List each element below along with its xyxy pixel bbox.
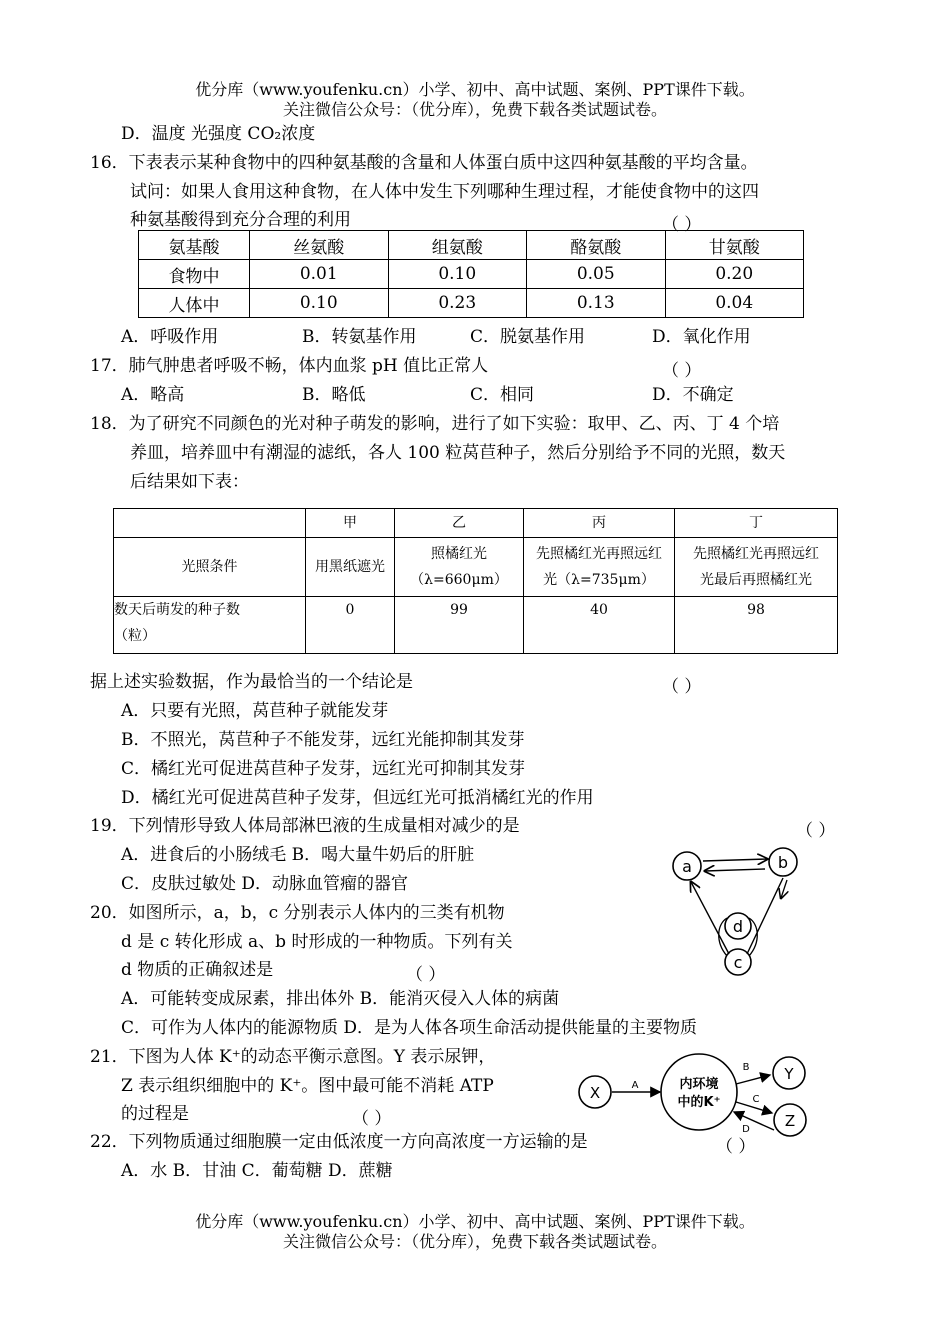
table-header-row (139, 231, 804, 260)
node-x-label: X (589, 1084, 601, 1102)
node-a-label: a (682, 857, 692, 876)
table-row (114, 538, 838, 597)
q20-line-1: 20．如图所示，a，b，c 分别表示人体内的三类有机物 (90, 903, 505, 923)
table-cell: 光照条件 (114, 538, 306, 597)
table-cell: 丝氨酸 (250, 231, 389, 260)
q18-answer-paren: （ ） (662, 677, 702, 697)
table-cell: 丁 (675, 509, 838, 538)
header-line-1: 优分库（www.youfenku.cn）小学、初中、高中试题、案例、PPT课件下载。 (195, 80, 755, 99)
table-cell: 人体中 (139, 289, 250, 318)
cell-text: （λ=660μm） (410, 572, 508, 588)
q15-option-d: D．温度 光强度 CO₂浓度 (121, 124, 316, 144)
q20-options-ab: A．可能转变成尿素，排出体外 B．能消灭侵入人体的病菌 (121, 989, 560, 1009)
q16-option-b: B．转氨基作用 (302, 327, 417, 347)
node-c-label: c (733, 953, 743, 972)
q22-stem: 22．下列物质通过细胞膜一定由低浓度一方向高浓度一方运输的是 (90, 1132, 588, 1152)
q19-stem: 19．下列情形导致人体局部淋巴液的生成量相对减少的是 (90, 816, 520, 836)
potassium-balance-diagram (574, 1050, 824, 1150)
table-cell: 0.13 (527, 289, 666, 318)
q16-option-a: A．呼吸作用 (121, 327, 219, 347)
table-cell: 0.10 (250, 289, 389, 318)
arrow-c-to-a (691, 882, 729, 954)
seed-germination-table (113, 508, 838, 654)
q21-line-3: 的过程是 (121, 1104, 189, 1124)
table-cell: 组氨酸 (388, 231, 527, 260)
table-cell: 99 (395, 597, 524, 654)
arrow-d (734, 1112, 774, 1130)
table-row (114, 597, 838, 654)
arrow-a-to-b (703, 859, 767, 861)
table-cell (524, 538, 675, 597)
table-cell: 98 (675, 597, 838, 654)
q16-answer-paren: （ ） (662, 215, 702, 235)
table-cell: 0.05 (527, 260, 666, 289)
cell-text: 照橘红光 (431, 546, 487, 562)
header-line-2: 关注微信公众号：（优分库），免费下载各类试题试卷。 (282, 100, 667, 119)
table-cell: 0.23 (388, 289, 527, 318)
amino-acid-table (138, 230, 804, 318)
table-cell (675, 538, 838, 597)
table-row (139, 289, 804, 318)
q22-answer-paren: （ ） (716, 1137, 756, 1157)
label-d: D (742, 1124, 750, 1135)
q19-options-ab: A．进食后的小肠绒毛 B．喝大量牛奶后的肝脏 (121, 845, 475, 865)
q19-options-cd: C．皮肤过敏处 D．动脉血管瘤的器官 (121, 874, 409, 894)
table-header-row (114, 509, 838, 538)
node-y-label: Y (784, 1065, 794, 1083)
q18-line-1: 18．为了研究不同颜色的光对种子萌发的影响，进行了如下实验：取甲、乙、丙、丁 4 个培 (90, 414, 780, 434)
table-cell: 甲 (306, 509, 395, 538)
q16-line-2: 试问：如果人食用这种食物，在人体中发生下列哪种生理过程，才能使食物中的这四 (130, 182, 759, 202)
q20-answer-paren: （ ） (406, 965, 446, 985)
cell-text: 光（λ=735μm） (543, 572, 655, 588)
label-a: A (631, 1080, 639, 1091)
q18-option-c: C．橘红光可促进莴苣种子发芽，远红光可抑制其发芽 (121, 759, 526, 779)
center-label-1: 内环境 (679, 1077, 719, 1092)
table-cell: 乙 (395, 509, 524, 538)
table-cell: 0 (306, 597, 395, 654)
table-row (139, 260, 804, 289)
q16-option-c: C．脱氨基作用 (470, 327, 586, 347)
q18-line-3: 后结果如下表： (130, 472, 249, 492)
q19-answer-paren: （ ） (796, 821, 836, 841)
q21-line-2: Z 表示组织细胞中的 K⁺。图中最可能不消耗 ATP (121, 1076, 494, 1096)
node-d-label: d (732, 917, 744, 936)
label-c: C (752, 1094, 760, 1105)
table-cell: 0.20 (665, 260, 804, 289)
table-cell: 氨基酸 (139, 231, 250, 260)
q20-line-3: d 物质的正确叙述是 (121, 960, 274, 980)
arrow-b-down (781, 880, 787, 898)
q17-option-b: B．略低 (302, 385, 366, 405)
cell-text: 先照橘红光再照远红 (536, 546, 662, 562)
q21-line-1: 21．下图为人体 K⁺的动态平衡示意图。Y 表示尿钾， (90, 1047, 496, 1067)
table-cell (114, 597, 306, 654)
center-label-2: 中的K⁺ (677, 1095, 721, 1110)
q18-option-b: B．不照光，莴苣种子不能发芽，远红光能抑制其发芽 (121, 730, 525, 750)
q18-option-d: D．橘红光可促进莴苣种子发芽，但远红光可抵消橘红光的作用 (121, 788, 594, 808)
footer-line-2: 关注微信公众号：（优分库），免费下载各类试题试卷。 (282, 1232, 667, 1251)
node-z-label: Z (784, 1112, 796, 1130)
table-cell: 甘氨酸 (665, 231, 804, 260)
arrow-b-to-a (705, 869, 765, 871)
cell-text: 光最后再照橘红光 (700, 572, 812, 588)
table-cell: 0.10 (388, 260, 527, 289)
q18-line-2: 养皿，培养皿中有潮湿的滤纸，各人 100 粒莴苣种子，然后分别给予不同的光照，数天 (130, 443, 786, 463)
cell-text: 数天后萌发的种子数 (114, 602, 240, 618)
q16-line-1: 16．下表表示某种食物中的四种氨基酸的含量和人体蛋白质中这四种氨基酸的平均含量。 (90, 153, 758, 173)
footer-line-1: 优分库（www.youfenku.cn）小学、初中、高中试题、案例、PPT课件下载。 (195, 1212, 755, 1231)
table-cell: 丙 (524, 509, 675, 538)
cell-text: 先照橘红光再照远红 (693, 546, 819, 562)
organic-matter-diagram (665, 842, 815, 982)
table-cell: 酪氨酸 (527, 231, 666, 260)
table-cell (114, 509, 306, 538)
node-b-label: b (777, 853, 789, 872)
arrow-b (736, 1075, 770, 1084)
arrow-b-c (747, 878, 783, 954)
q16-line-3: 种氨基酸得到充分合理的利用 (130, 210, 351, 230)
table-cell: 0.01 (250, 260, 389, 289)
q17-option-c: C．相同 (470, 385, 535, 405)
table-cell: 0.04 (665, 289, 804, 318)
cell-text: （粒） (114, 628, 156, 644)
q18-conclusion: 据上述实验数据，作为最恰当的一个结论是 (90, 672, 413, 692)
q17-option-a: A．略高 (121, 385, 185, 405)
q16-option-d: D．氧化作用 (652, 327, 751, 347)
q22-options: A．水 B．甘油 C．葡萄糖 D．蔗糖 (121, 1161, 393, 1181)
node-center-circle (661, 1054, 737, 1130)
q20-line-2: d 是 c 转化形成 a、b 时形成的一种物质。下列有关 (121, 932, 513, 952)
q17-answer-paren: （ ） (662, 361, 702, 381)
q17-stem: 17．肺气肿患者呼吸不畅，体内血浆 pH 值比正常人 (90, 356, 489, 376)
table-cell: 40 (524, 597, 675, 654)
label-b: B (742, 1062, 750, 1073)
q17-option-d: D．不确定 (652, 385, 734, 405)
q21-answer-paren: （ ） (352, 1109, 392, 1129)
table-cell (395, 538, 524, 597)
table-cell: 食物中 (139, 260, 250, 289)
q20-options-cd: C．可作为人体内的能源物质 D．是为人体各项生命活动提供能量的主要物质 (121, 1018, 698, 1038)
table-cell: 用黑纸遮光 (306, 538, 395, 597)
q18-option-a: A．只要有光照，莴苣种子就能发芽 (121, 701, 389, 721)
